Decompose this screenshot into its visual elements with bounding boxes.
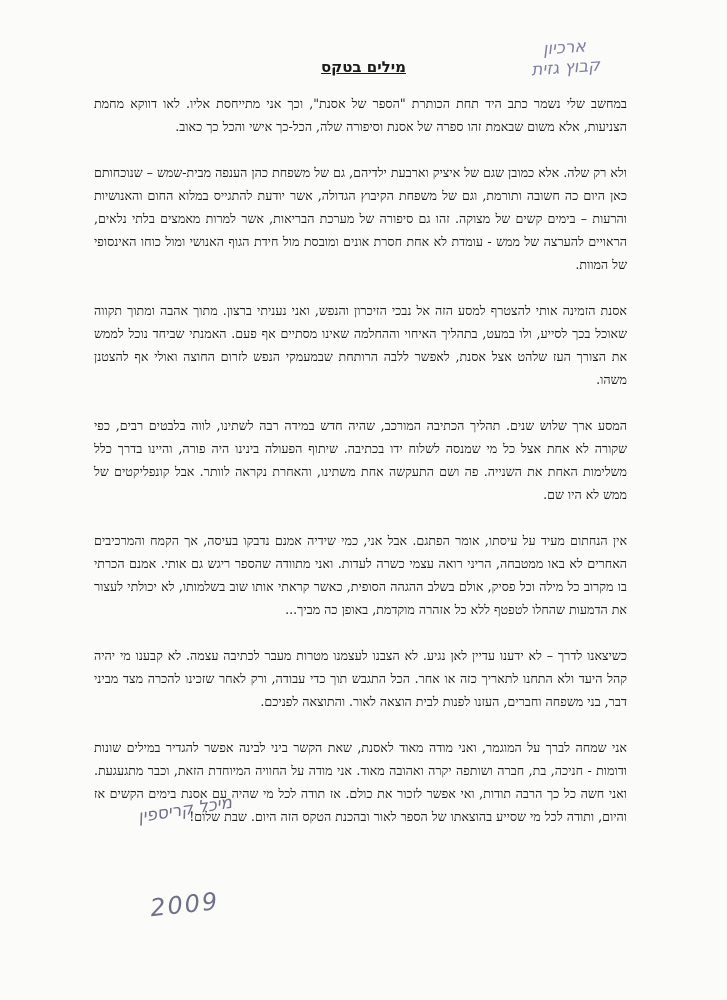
archive-stamp-line-1: ארכיון (542, 36, 587, 60)
paragraph-3: אסנת הזמינה אותי להצטרף למסע הזה אל נבכי הזיכרון והנפש, ואני נעניתי ברצון. מתוך אהבה ומתוך תקווה שאוכל בכך לסייע, ולו במעט, בתהליך האיחוי וההחלמה שאינו מסתיים אף פעם. האמנתי שביחד נוכל לממש את הצורך העז שלהט אצל אסנת, לאפשר ללבה הרותחת שבמעמקי הנפש לזרום החוצה ואולי אף להצטנן משהו. (94, 303, 627, 387)
paragraph-1: במחשב שלי נשמר כתב היד תחת הכותרת "הספר של אסנת", וכך אני מתייחסת אליו. לאו דווקא מחמת הצניעות, אלא משום שבאמת זהו ספרה של אסנת וסיפורה שלה, הכל-כך אישי והכל כך כאוב. (94, 96, 627, 134)
archive-stamp-line-2: קבוץ גזית (530, 55, 601, 81)
paragraph-2: ולא רק שלה. אלא כמובן שגם של איציק וארבעת ילדיהם, גם של משפחת כהן הענפה מבית-שמש – שנוכחותם כאן היום כה חשובה ותורמת, וגם של משפחת הקיבוץ הגדולה, אשר יודעת להתגייס במלוא החום והאנושיות והרעות – בימים קשים של מצוקה. זהו גם סיפורה של מערכת הבריאות, אשר למרות מאמצים בלתי נלאים, הראויים להערצה של ממש - עומדת לא אחת חסרת אונים ומובסת מול חידת הגוף האנושי ומול כוחו האינסופי של המוות. (94, 165, 627, 272)
document-body (94, 92, 627, 851)
paragraph-6: כשיצאנו לדרך – לא ידענו עדיין לאן נגיע. לא הצבנו לעצמנו מטרות מעבר לכתיבה עצמה. לא קבענו מי יהיה קהל היעד ולא התחנו לתאריך כזה או אחר. הכל התגבש תוך כדי עבודה, ורק לאחר שזכינו להכרה מצד מביני דבר, בני משפחה וחברים, העזנו לפנות לבית הוצאה לאור. והתוצאה לפניכם. (94, 648, 627, 709)
handwritten-signature: מיכל קריספין (136, 792, 234, 828)
page-title: מילים בטקס (320, 58, 406, 76)
paragraph-4: המסע ארך שלוש שנים. תהליך הכתיבה המורכב, שהיה חדש במידה רבה לשתינו, לווה בלבטים רבים, כפי שקורה לא אחת אצל כל מי שמנסה לשלוח ידו בכתיבה. שיתוף הפעולה בינינו היה פורה, והיינו בדרך כלל משלימות האחת את השנייה. פה ושם התעקשה אחת משתינו, והאחרת נקראה לוותר. אבל קונפליקטים של ממש לא היו שם. (94, 418, 627, 502)
paragraph-5: אין הנחתום מעיד על עיסתו, אומר הפתגם. אבל אני, כמי שידיה אמנם נדבקו בעיסה, אך הקמח והמרכיבים האחרים לא באו ממטבחה, הריני רואה עצמי כשרה לעדות. ואני מתוודה שהספר ריגש גם אותי. אמנם הכרתי בו מקרוב כל מילה וכל פסיק, אולם בשלב ההגהה הסופית, כאשר קראתי אותו שוב בשלמותו, לא יכולתי לעצור את הדמעות שהחלו לטפטף ללא כל אזהרה מוקדמת, באופן כה מביך... (94, 533, 627, 617)
handwritten-year: 2009 (148, 887, 221, 923)
paragraph-7: אני שמחה לברך על המוגמר, ואני מודה מאוד לאסנת, שאת הקשר ביני לבינה אפשר להגדיר במילים שונות ודומות - חניכה, בת, חברה ושותפה יקרה ואהובה מאוד. אני מודה על החוויה המיוחדת הזאת, וכבר מתגעגעת. ואני חשה כל כך הרבה תודות, ואי אפשר לזכור את כולם. אז תודה לכל מי שהיה עם אסנת בימים הקשים אז והיום, ותודה לכל מי שסייע בהוצאתו של הספר לאור ובהכנת הטקס הזה היום. שבת שלום! (94, 740, 627, 824)
